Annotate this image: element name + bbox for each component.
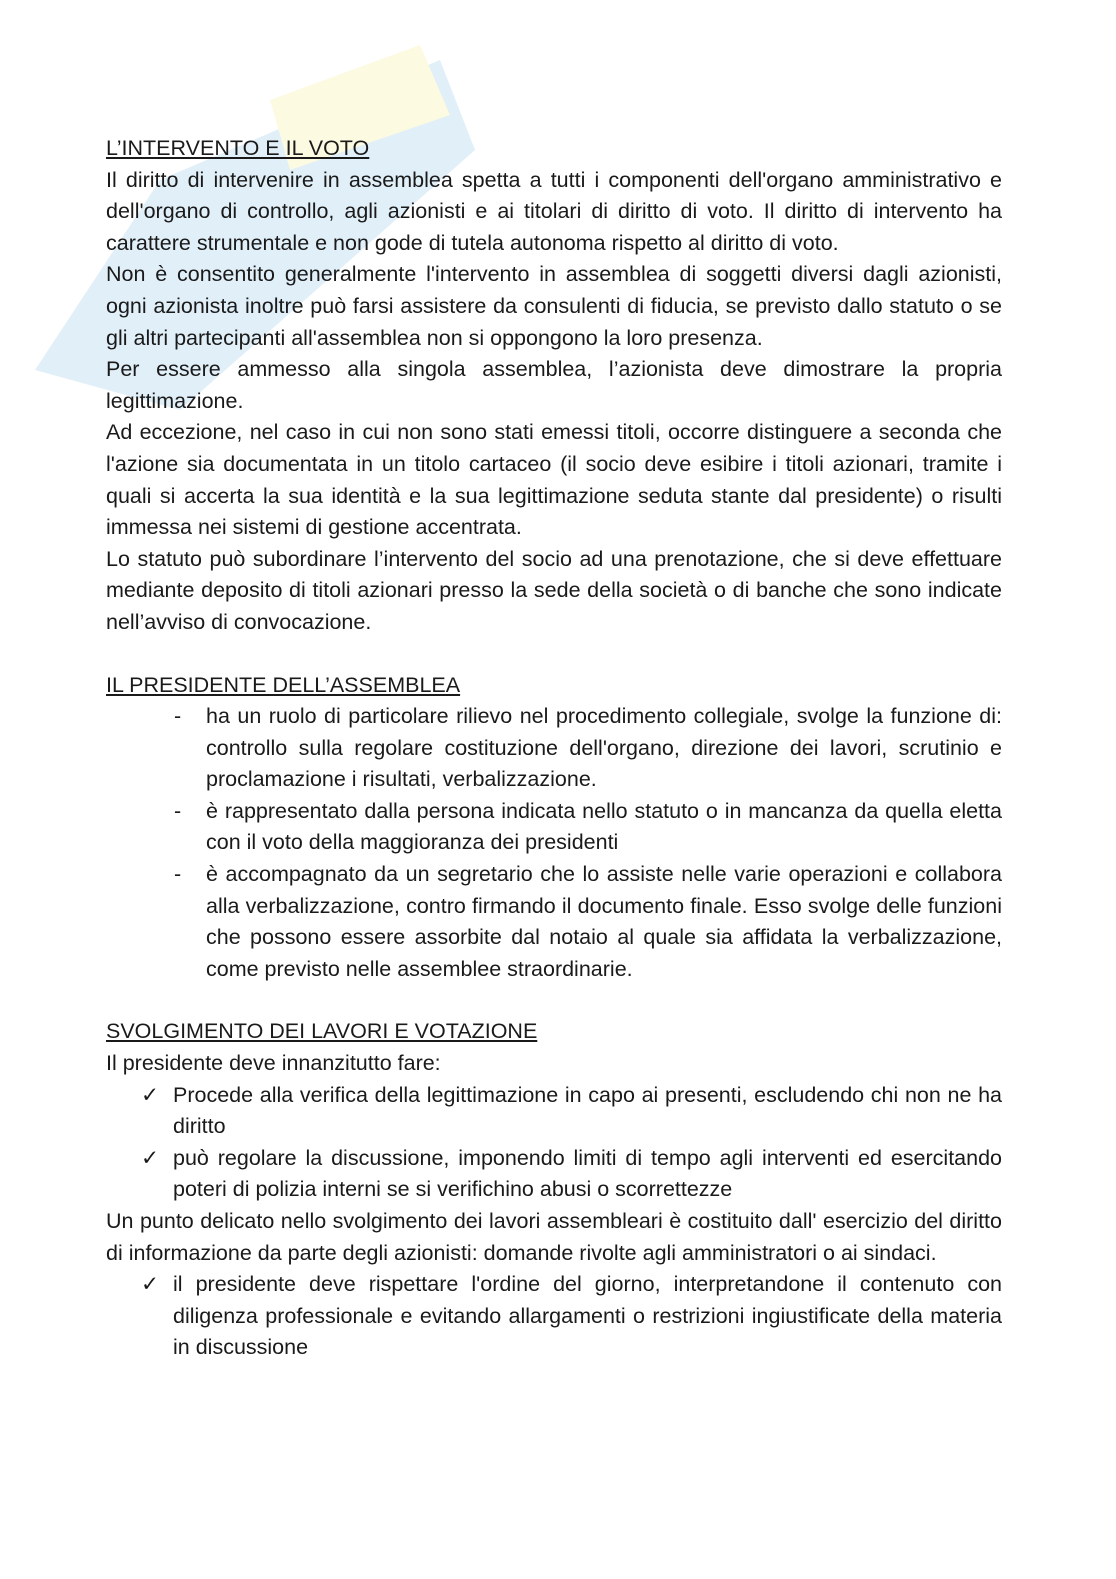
spacer: [106, 639, 1002, 670]
paragraph: Per essere ammesso alla singola assemblea, l’azionista deve dimostrare la propria legittimazione.: [106, 357, 1002, 413]
spacer: [106, 985, 1002, 1016]
dash-bullet: -: [174, 704, 182, 729]
list-item: [106, 701, 1002, 796]
paragraph: Ad eccezione, nel caso in cui non sono stati emessi titoli, occorre distinguere a seconda che l'azione sia documentata in un titolo cartaceo (il socio deve esibire i titoli azionari, tramite i quali si accerta la sua identità e la sua legittimazione seduta stante dal presidente) o risulti immessa nei sistemi di gestione accentrata.: [106, 420, 1002, 540]
section-heading: IL PRESIDENTE DELL’ASSEMBLEA: [106, 672, 461, 697]
paragraph: Non è consentito generalmente l'intervento in assemblea di soggetti diversi dagli azionisti, ogni azionista inoltre può farsi assistere da consulenti di fiducia, se previsto dallo statuto o se gli altri partecipanti all'assemblea non si oppongono la loro presenza.: [106, 262, 1002, 350]
checkmark-icon: ✓: [141, 1272, 160, 1297]
dash-list: [106, 701, 1002, 985]
check-list: [106, 1080, 1002, 1206]
check-list: [106, 1269, 1002, 1364]
list-item: [106, 1143, 1002, 1206]
list-item-text: Procede alla verifica della legittimazione in capo ai presenti, escludendo chi non ne ha diritto: [173, 1082, 1002, 1139]
checkmark-icon: ✓: [141, 1145, 160, 1170]
list-item-text: è rappresentato dalla persona indicata nello statuto o in mancanza da quella eletta con il voto della maggioranza dei presidenti: [206, 798, 1002, 855]
section-svolgimento: [106, 1016, 1002, 1364]
list-item: [106, 1269, 1002, 1364]
paragraph: Un punto delicato nello svolgimento dei lavori assembleari è costituito dall' esercizio del diritto di informazione da parte degli azionisti: domande rivolte agli amministratori o ai sindaci.: [106, 1209, 1002, 1265]
list-item: [106, 796, 1002, 859]
checkmark-icon: ✓: [141, 1082, 160, 1107]
list-item-text: è accompagnato da un segretario che lo assiste nelle varie operazioni e collabora alla verbalizzazione, contro firmando il documento finale. Esso svolge delle funzioni che possono essere assorbite dal notaio al quale sia affidata la verbalizzazione, come previsto nelle assemblee straordinarie.: [206, 862, 1002, 981]
list-item: [106, 859, 1002, 985]
dash-bullet: -: [174, 862, 182, 887]
dash-bullet: -: [174, 798, 182, 823]
paragraph: Il diritto di intervenire in assemblea spetta a tutti i componenti dell'organo amministrativo e dell'organo di controllo, agli azionisti e ai titolari di diritto di voto. Il diritto di intervento ha carattere strumentale e non gode di tutela autonoma rispetto al diritto di voto.: [106, 167, 1002, 255]
section-intervento: [106, 133, 1002, 639]
section-presidente: [106, 670, 1002, 986]
paragraph: Lo statuto può subordinare l’intervento del socio ad una prenotazione, che si deve effettuare mediante deposito di titoli azionari presso la sede della società o di banche che sono indicate nell’avviso di convocazione.: [106, 546, 1002, 634]
list-item-text: può regolare la discussione, imponendo limiti di tempo agli interventi ed esercitando poteri di polizia interni se si verifichino abusi o scorrettezze: [173, 1145, 1002, 1202]
section-heading: L’INTERVENTO E IL VOTO: [106, 136, 370, 160]
list-item-text: il presidente deve rispettare l'ordine del giorno, interpretandone il contenuto con diligenza professionale e evitando allargamenti o restrizioni ingiustificate della materia in discussione: [173, 1272, 1002, 1360]
paragraph: Il presidente deve innanzitutto fare:: [106, 1051, 441, 1076]
list-item: [106, 1080, 1002, 1143]
list-item-text: ha un ruolo di particolare rilievo nel procedimento collegiale, svolge la funzione di: controllo sulla regolare costituzione dell'organo, direzione dei lavori, scrutinio e proclamazione i risultati, verbalizzazione.: [206, 704, 1002, 792]
document-page: [106, 133, 1002, 1364]
section-heading: SVOLGIMENTO DEI LAVORI E VOTAZIONE: [106, 1019, 538, 1044]
